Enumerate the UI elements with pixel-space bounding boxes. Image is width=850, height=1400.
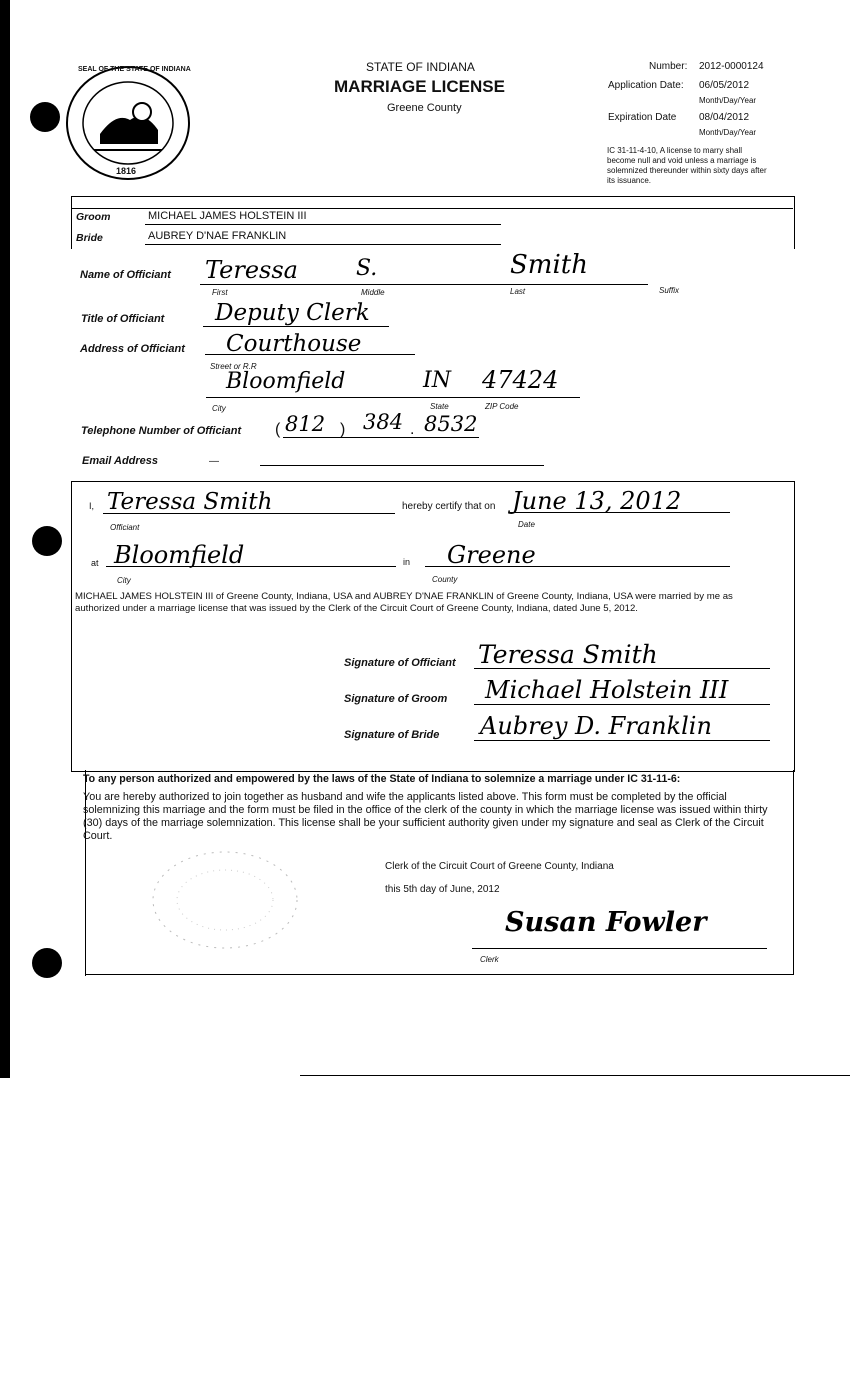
- officiant-title-value: Deputy Clerk: [215, 300, 370, 326]
- middle-caption: Middle: [361, 288, 385, 297]
- certify-officiant-underline: [103, 513, 395, 514]
- authority-heading: To any person authorized and empowered by the laws of the State of Indiana to solemnize a marriage under IC 31-11-6:: [83, 773, 681, 785]
- bride-label: Bride: [76, 232, 103, 244]
- certify-officiant-caption: Officiant: [110, 523, 140, 532]
- zip-caption: ZIP Code: [485, 402, 519, 411]
- couple-divider: [71, 208, 793, 209]
- officiant-street-value: Courthouse: [226, 331, 362, 357]
- clerk-court-line: Clerk of the Circuit Court of Greene County, Indiana: [385, 861, 614, 872]
- officiant-signature: Teressa Smith: [478, 640, 658, 669]
- certify-date-caption: Date: [518, 520, 535, 529]
- officiant-signature-label: Signature of Officiant: [344, 657, 456, 669]
- punch-hole-middle: [32, 526, 62, 556]
- officiant-city-underline: [206, 397, 580, 398]
- authority-body: You are hereby authorized to join together as husband and wife the applicants listed above. This form must be completed by the official solemnizing this marriage and the form must be filed in the office of the clerk of the county in which the marriage license was issued within thirty (30) days of the marriage solemnization. This license shall be your sufficient authority given under my signature and seal as Clerk of the Circuit Court.: [83, 791, 768, 842]
- certify-city-caption: City: [117, 576, 131, 585]
- phone-line-number: 8532: [424, 412, 478, 436]
- officiant-street-underline: [205, 354, 415, 355]
- bride-signature-label: Signature of Bride: [344, 729, 440, 741]
- phone-dot: .: [410, 421, 415, 438]
- bride-signature-line: [474, 740, 770, 741]
- date-format-caption: Month/Day/Year: [699, 128, 757, 137]
- phone-underline: [283, 437, 479, 438]
- officiant-zip-value: 47424: [482, 366, 559, 394]
- suffix-caption: Suffix: [659, 286, 680, 295]
- officiant-middle-name: S.: [356, 256, 378, 281]
- groom-signature-line: [474, 704, 770, 705]
- document-title: MARRIAGE LICENSE: [334, 77, 505, 96]
- phone-prefix: 384: [363, 410, 404, 434]
- officiant-address-label: Address of Officiant: [80, 343, 185, 355]
- certify-county-underline: [425, 566, 730, 567]
- officiant-first-name: Teressa: [205, 256, 298, 284]
- bride-value: AUBREY D'NAE FRANKLIN: [148, 230, 287, 242]
- clerk-signature: Susan Fowler: [505, 907, 707, 938]
- certify-officiant-name: Teressa Smith: [107, 489, 273, 515]
- state-seal: [64, 64, 192, 182]
- number-value: 2012-0000124: [699, 61, 764, 72]
- certify-city-underline: [106, 566, 396, 567]
- application-date-value: 06/05/2012: [699, 80, 750, 91]
- clerk-caption: Clerk: [480, 955, 499, 964]
- city-caption: City: [212, 404, 226, 413]
- phone-close-paren: ): [340, 421, 346, 438]
- email-dash: —: [209, 456, 219, 467]
- punch-hole-top: [30, 102, 60, 132]
- certify-in: in: [403, 557, 411, 567]
- scan-edge-bar: [0, 0, 10, 1078]
- officiant-title-underline: [203, 326, 389, 327]
- certify-date-underline: [510, 512, 730, 513]
- bride-signature: Aubrey D. Franklin: [480, 712, 712, 740]
- county-heading: Greene County: [387, 102, 462, 114]
- officiant-last-name: Smith: [510, 250, 588, 280]
- scan-bottom-line: [300, 1075, 850, 1076]
- clerk-signature-line: [472, 948, 767, 949]
- certify-i: I,: [89, 501, 95, 511]
- expiration-date-value: 08/04/2012: [699, 112, 750, 123]
- seal-text: SEAL OF THE STATE OF INDIANA: [78, 66, 191, 73]
- clerk-date-line: this 5th day of June, 2012: [385, 884, 500, 895]
- certify-county-caption: County: [432, 575, 458, 584]
- groom-signature: Michael Holstein III: [485, 676, 729, 704]
- groom-label: Groom: [76, 211, 111, 223]
- certify-hereby-text: hereby certify that on: [402, 501, 496, 512]
- certify-county-value: Greene: [447, 541, 536, 569]
- groom-signature-label: Signature of Groom: [344, 693, 448, 705]
- authority-right-border: [793, 770, 794, 974]
- groom-value: MICHAEL JAMES HOLSTEIN III: [148, 210, 307, 222]
- state-caption: State: [430, 402, 449, 411]
- phone-open-paren: (: [275, 421, 281, 438]
- email-underline: [260, 465, 544, 466]
- bride-underline: [145, 244, 501, 245]
- statute-note: IC 31-11-4-10, A license to marry shall become null and void unless a marriage is solemnized thereunder within sixty days after its issuance.: [607, 146, 767, 185]
- phone-area-code: 812: [285, 412, 326, 436]
- email-label: Email Address: [82, 455, 159, 467]
- officiant-phone-label: Telephone Number of Officiant: [81, 425, 242, 437]
- officiant-state-value: IN: [423, 368, 451, 393]
- expiration-date-label: Expiration Date: [608, 112, 677, 123]
- certify-city-value: Bloomfield: [114, 541, 245, 569]
- last-caption: Last: [510, 287, 526, 296]
- embossed-seal: [135, 845, 305, 955]
- punch-hole-bottom: [32, 948, 62, 978]
- officiant-name-label: Name of Officiant: [80, 269, 171, 281]
- certify-at: at: [91, 558, 99, 568]
- state-heading: STATE OF INDIANA: [366, 60, 475, 74]
- officiant-signature-line: [474, 668, 770, 669]
- authority-bottom-border: [85, 974, 794, 975]
- number-label: Number:: [649, 61, 688, 72]
- certify-date-value: June 13, 2012: [512, 487, 682, 515]
- seal-year: 1816: [116, 166, 137, 176]
- street-caption: Street or R.R: [210, 362, 257, 371]
- officiant-title-label: Title of Officiant: [81, 313, 165, 325]
- application-date-label: Application Date:: [608, 80, 684, 91]
- officiant-city-value: Bloomfield: [226, 369, 346, 394]
- first-caption: First: [212, 288, 228, 297]
- officiant-name-underline: [200, 284, 648, 285]
- marriage-statement: MICHAEL JAMES HOLSTEIN III of Greene County, Indiana, USA and AUBREY D'NAE FRANKLIN of Greene County, Indiana, USA were married by me as authorized under a marriage license that was issued by the Clerk of the Circuit Court of Greene County, Indiana, dated June 5, 2012.: [75, 591, 733, 614]
- groom-underline: [145, 224, 501, 225]
- date-format-caption: Month/Day/Year: [699, 96, 757, 105]
